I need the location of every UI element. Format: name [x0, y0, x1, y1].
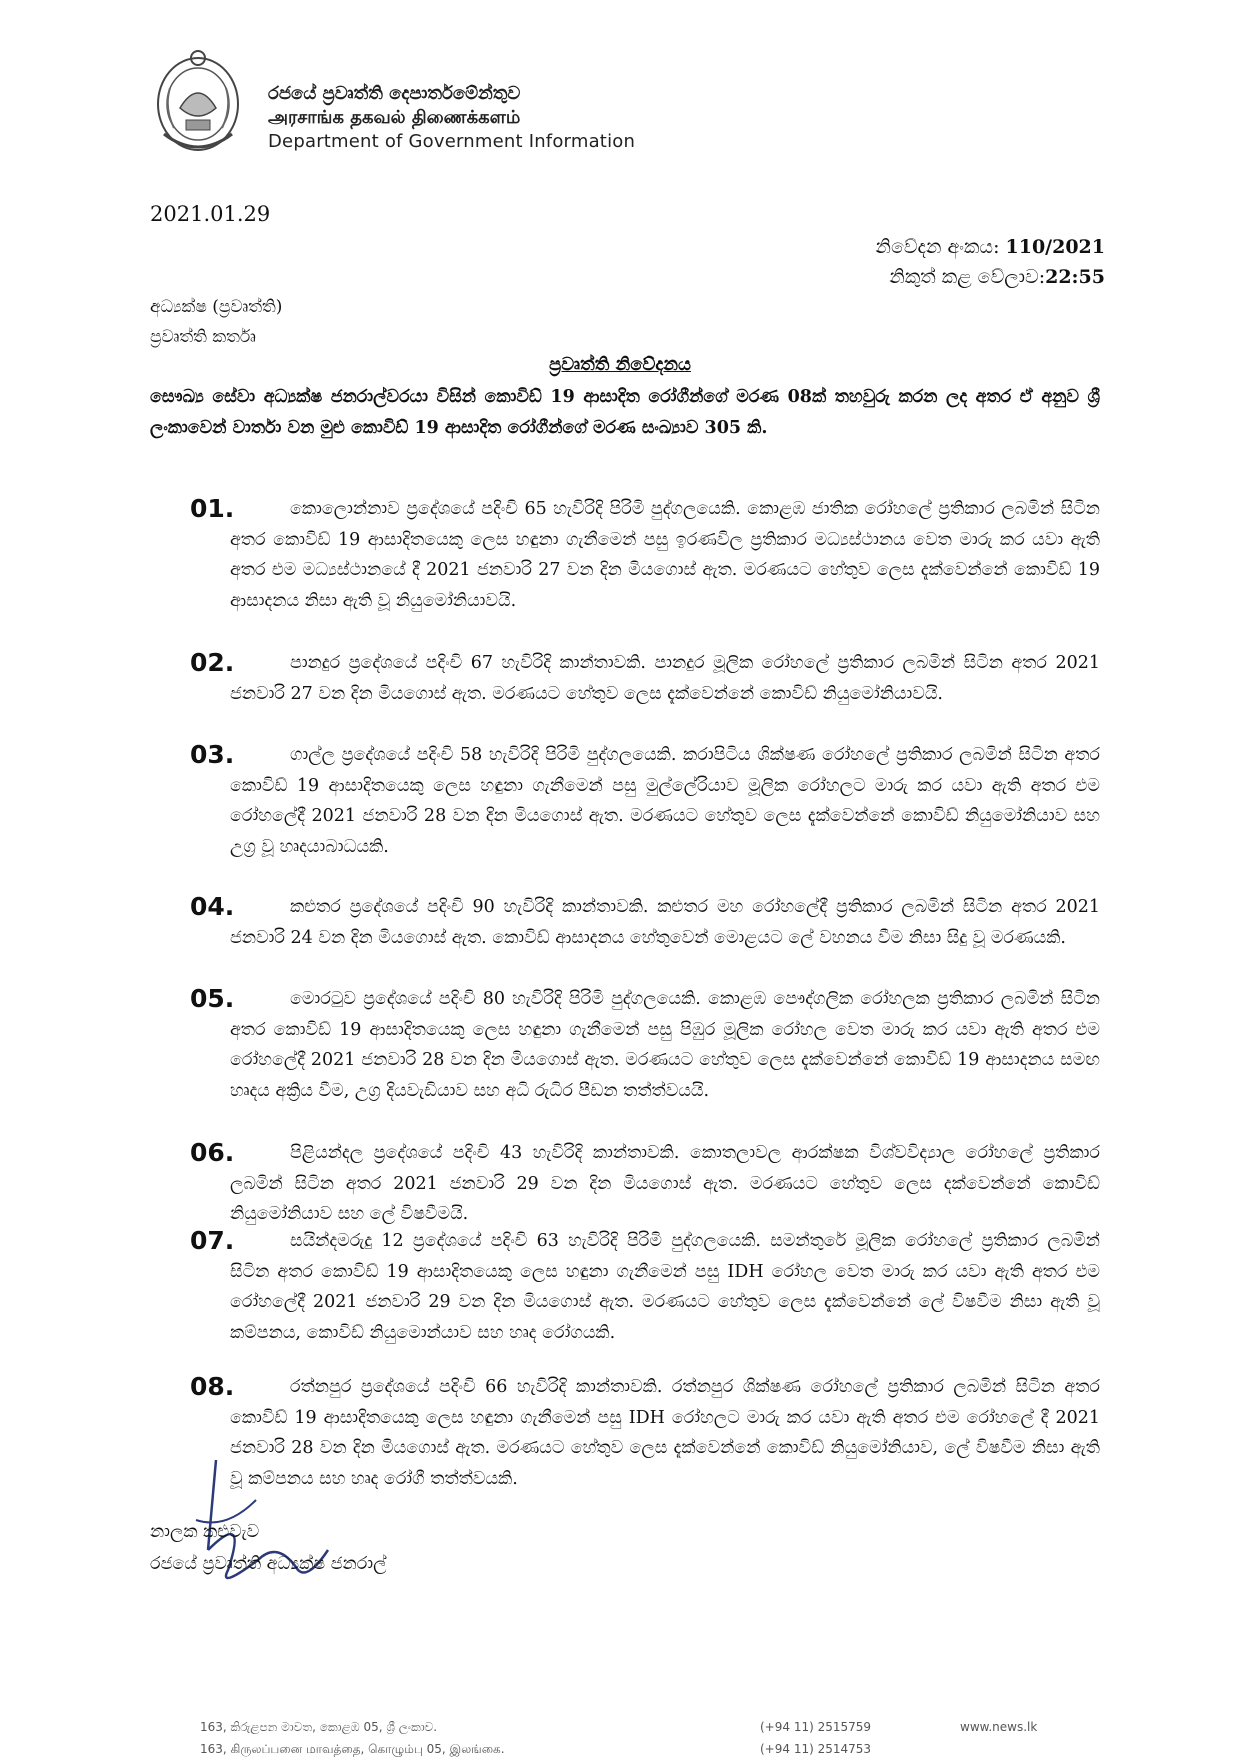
- footer-phone: (+94 11) 2515759: [760, 1720, 872, 1734]
- item-number: 02.: [190, 648, 235, 677]
- release-time-label: නිකුත් කළ වේලාව:: [889, 266, 1046, 288]
- list-item: [190, 984, 1100, 1106]
- department-name-tamil: அரசாங்க தகவல் திணைக்களம்: [268, 107, 521, 128]
- item-number: 08.: [190, 1372, 235, 1401]
- list-item: [190, 1138, 1100, 1230]
- list-item: [190, 892, 1100, 953]
- item-number: 05.: [190, 984, 235, 1013]
- item-number: 07.: [190, 1226, 235, 1255]
- item-text: සයින්දමරුදු 12 ප්‍රදේශයේ පදිංචි 63 හැවිරිදි පිරිමි පුද්ගලයෙකි. සමන්තුරේ මූලික රෝහලේ ප්‍රතිකාර ලබමින් සිටින අතර කොවිඩ් 19 ආසාදිතයෙකු ලෙස හඳුනා ගැනීමෙන් පසු IDH රෝහල වෙත මාරු කර යවා ඇති අතර එම රෝහලේදී 2021 ජනවාරි 29 වන දින මියගොස් ඇත. මරණයට හේතුව ලෙස දැක්වෙන්නේ ලේ විෂවීම නිසා ඇති වූ කම්පනය, කොවිඩ් නියුමොන්යාව සහ හෘද රෝගයකි.: [230, 1231, 1100, 1343]
- list-item: [190, 648, 1100, 709]
- recipient-line-2: ප්‍රවෘත්ති කර්තෘ: [150, 327, 256, 347]
- list-item: [190, 740, 1100, 862]
- release-date: 2021.01.29: [150, 202, 271, 226]
- signatory-name: නාලක කළුවැව: [150, 1522, 260, 1542]
- page-title: ප්‍රවෘත්ති නිවේදනය: [549, 354, 691, 375]
- item-text: කළුතර ප්‍රදේශයේ පදිංචි 90 හැවිරිදි කාන්තාවකි. කළුතර මහ රෝහලේදී ප්‍රතිකාර ලබමින් සිටින අතර 2021 ජනවාරි 24 වන දින මියගොස් ඇත. කොවිඩ් ආසාදනය හේතුවෙන් මොළයට ලේ වහනය වීම නිසා සිදු වූ මරණයකි.: [230, 897, 1100, 948]
- intro-paragraph: සෞඛ්‍ය සේවා අධ්‍යක්ෂ ජනරාල්වරයා විසින් කොවිඩ් 19 ආසාදිත රෝගීන්ගේ මරණ 08ක් තහවුරු කරන ලද අතර ඒ අනුව ශ්‍රී ලංකාවෙන් වාර්තා වන මුළු කොවිඩ් 19 ආසාදිත රෝගීන්ගේ මරණ සංඛ්‍යාව 305 කි.: [150, 387, 1100, 438]
- department-name-english: Department of Government Information: [268, 131, 636, 152]
- release-number-label: නිවේදන අංකය:: [875, 236, 1000, 258]
- footer-fax: (+94 11) 2514753: [760, 1742, 872, 1756]
- release-number: 110/2021: [1005, 236, 1105, 258]
- footer-address-tamil: 163, கிருலப்பனை மாவத்தை, கொழும்பு 05, இலங்கை.: [200, 1742, 505, 1756]
- item-number: 01.: [190, 494, 235, 523]
- recipient-block: [150, 292, 282, 352]
- recipient-line-1: අධ්‍යක්ෂ (ප්‍රවෘත්ති): [150, 297, 283, 317]
- item-text: මොරටුව ප්‍රදේශයේ පදිංචි 80 හැවිරිදි පිරිමි පුද්ගලයෙකි. කොළඹ පෞද්ගලික රෝහලක ප්‍රතිකාර ලබමින් සිටින අතර කොවිඩ් 19 ආසාදිතයෙකු ලෙස හඳුනා ගැනීමෙන් පසු පිඹුර මූලික රෝහල වෙත මාරු කර යවා ඇති අතර එම රෝහලේදී 2021 ජනවාරි 28 වන දින මියගොස් ඇත. මරණයට හේතුව ලෙස දැක්වෙන්නේ කොවිඩ් 19 ආසාදනය සමඟ හෘදය අක්‍රිය වීම, උග්‍ර දියවැඩියාව සහ අධි රුධිර පීඩන තත්ත්වයයි.: [230, 989, 1100, 1101]
- list-item: [190, 1226, 1100, 1348]
- item-text: කොලොන්නාව ප්‍රදේශයේ පදිංචි 65 හැවිරිදි පිරිමි පුද්ගලයෙකි. කොළඹ ජාතික රෝහලේ ප්‍රතිකාර ලබමින් සිටින අතර කොවිඩ් 19 ආසාදිතයෙකු ලෙස හඳුනා ගැනීමෙන් පසු ඉරණවිල ප්‍රතිකාර මධ්‍යස්ථානය වෙත මාරු කර යවා ඇති අතර එම මධ්‍යස්ථානයේ දී 2021 ජනවාරි 27 වන දින මියගොස් ඇත. මරණයට හේතුව ලෙස දැක්වෙන්නේ කොවිඩ් 19 ආසාදනය නිසා ඇති වූ නියුමෝනියාවයි.: [230, 499, 1100, 611]
- department-name-sinhala: රජයේ ප්‍රවෘත්ති දෙපාර්තමේන්තුව: [268, 83, 521, 104]
- release-time: 22:55: [1045, 266, 1105, 288]
- department-header: [268, 82, 635, 154]
- reference-block: [876, 232, 1105, 292]
- item-text: පානදුර ප්‍රදේශයේ පදිංචි 67 හැවිරිදි කාන්තාවකි. පානදුර මූලික රෝහලේ ප්‍රතිකාර ලබමින් සිටින අතර 2021 ජනවාරි 27 වන දින මියගොස් ඇත. මරණයට හේතුව ලෙස දැක්වෙන්නේ කොවිඩ් නියුමෝනියාවයි.: [230, 653, 1100, 704]
- signatory-title: රජයේ ප්‍රවෘත්ති අධ්‍යක්ෂ ජනරාල්: [150, 1554, 387, 1574]
- footer-website[interactable]: www.news.lk: [960, 1720, 1038, 1734]
- item-text: රත්නපුර ප්‍රදේශයේ පදිංචි 66 හැවිරිදි කාන්තාවකි. රත්නපුර ශික්ෂණ රෝහලේ ප්‍රතිකාර ලබමින් සිටින අතර කොවිඩ් 19 ආසාදිතයෙකු ලෙස හඳුනා ගැනීමෙන් පසු IDH රෝහලට මාරු කර යවා ඇති අතර එම රෝහලේ දී 2021 ජනවාරි 28 වන දින මියගොස් ඇත. මරණයට හේතුව ලෙස දැක්වෙන්නේ කොවිඩ් නියුමෝනියාව, ලේ විෂවීම නිසා ඇති වූ කම්පනය සහ හෘද රෝගී තත්ත්වයකි.: [230, 1377, 1100, 1489]
- state-emblem-icon: [150, 48, 246, 156]
- item-number: 04.: [190, 892, 235, 921]
- list-item: [190, 494, 1100, 616]
- signatory-block: [150, 1516, 386, 1580]
- item-text: ගාල්ල ප්‍රදේශයේ පදිංචි 58 හැවිරිදි පිරිමි පුද්ගලයෙකි. කරාපිටිය ශික්ෂණ රෝහලේ ප්‍රතිකාර ලබමින් සිටින අතර කොවිඩ් 19 ආසාදිතයෙකු ලෙස හඳුනා ගැනීමෙන් පසු මුල්ලේරියාව මූලික රෝහලට මාරු කර යවා ඇති අතර එම රෝහලේදී 2021 ජනවාරි 28 වන දින මියගොස් ඇත. මරණයට හේතුව ලෙස දැක්වෙන්නේ කොවිඩ් නියුමෝනියාව සහ උග්‍ර වූ හෘදයාබාධයකි.: [230, 745, 1100, 857]
- item-number: 03.: [190, 740, 235, 769]
- item-text: පිළියන්දල ප්‍රදේශයේ පදිංචි 43 හැවිරිදි කාන්තාවකි. කොතලාවල ආරක්ෂක විශ්වවිද්‍යාල රෝහලේ ප්‍රතිකාර ලබමින් සිටින අතර 2021 ජනවාරි 29 වන දින මියගොස් ඇත. මරණයට හේතුව ලෙස දක්වෙන්නේ කොවිඩ් නියුමෝනියාව සහ ලේ විෂවීමයි.: [230, 1143, 1100, 1224]
- item-number: 06.: [190, 1138, 235, 1167]
- footer-address-sinhala: 163, කිරුළපන මාවත, කොළඹ 05, ශ්‍රී ලංකාව.: [200, 1720, 438, 1734]
